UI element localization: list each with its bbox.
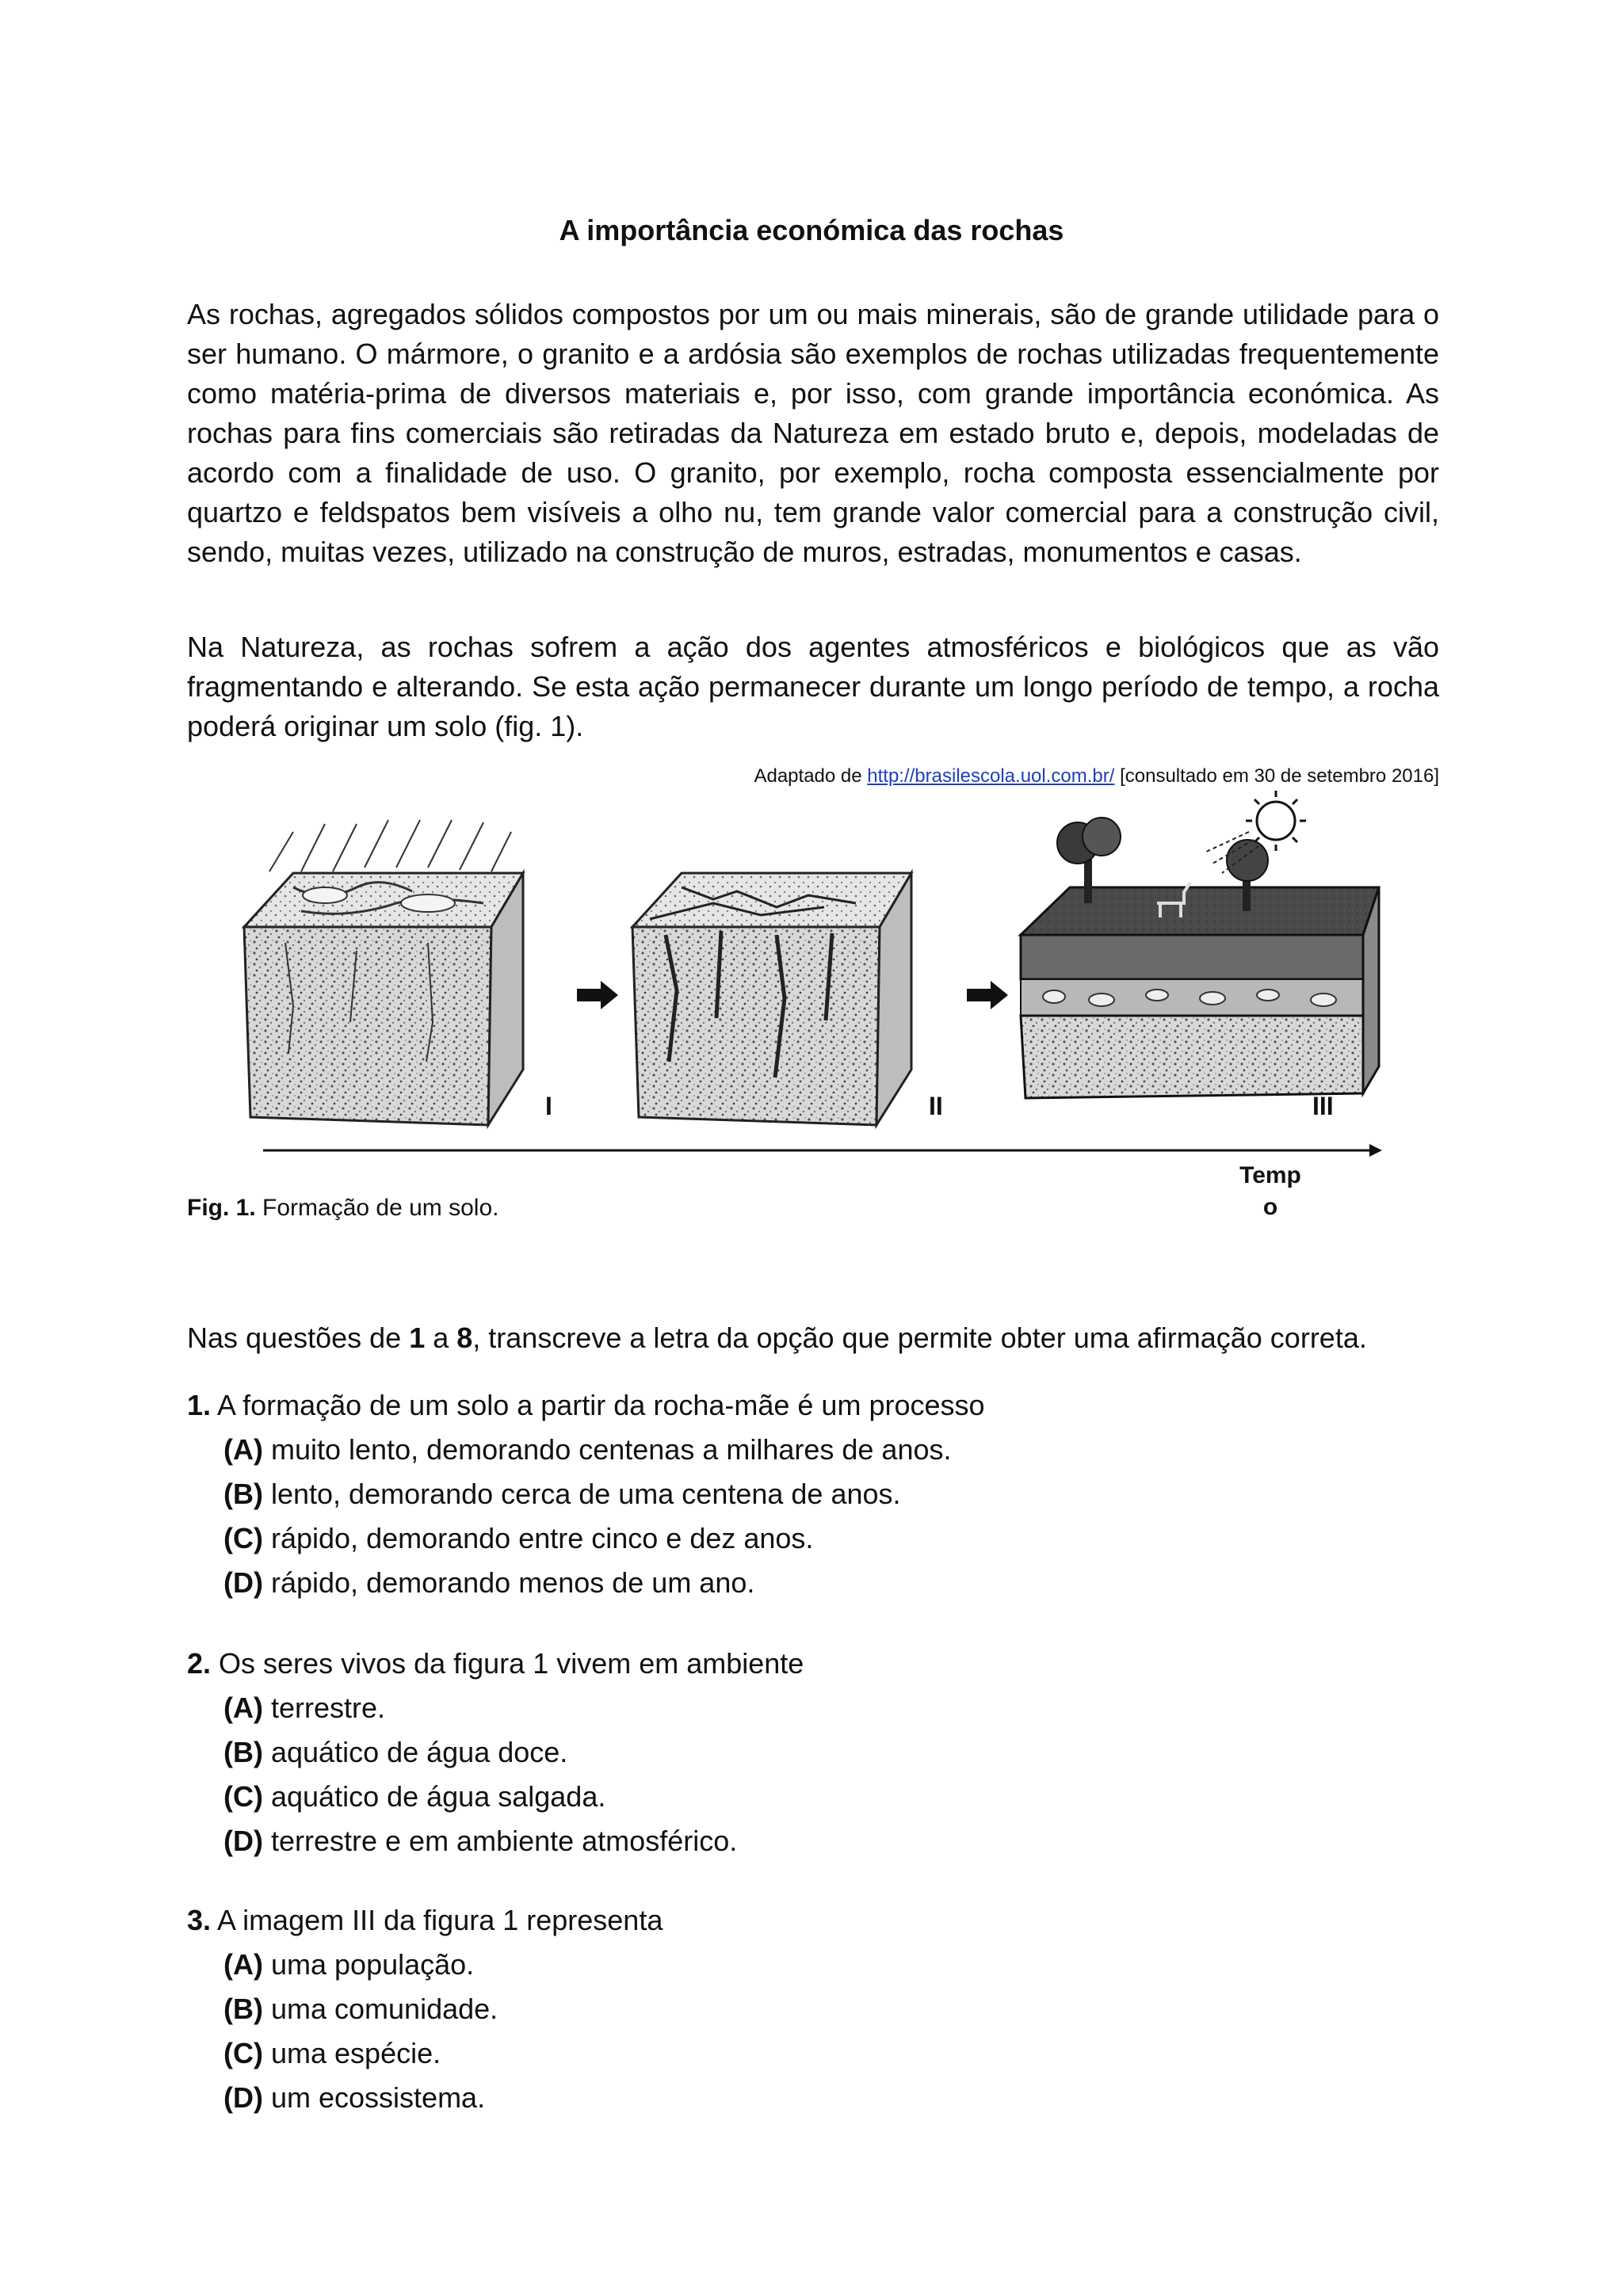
option-c (187, 1775, 804, 1819)
block-ii (632, 873, 911, 1125)
question-stem: Os seres vivos da figura 1 vivem em ambiente (211, 1647, 804, 1680)
time-axis-label: Tempo (1239, 1162, 1301, 1220)
option-letter: (D) (223, 1825, 263, 1857)
option-a (187, 1686, 804, 1730)
instructions-text: a (425, 1322, 457, 1354)
option-d (187, 1561, 985, 1605)
option-letter: (D) (223, 2081, 263, 2114)
arrow-icon (967, 981, 1008, 1009)
option-text: uma comunidade. (262, 1993, 498, 2025)
option-letter: (C) (223, 1780, 263, 1813)
block-i (244, 820, 523, 1125)
question-2 (187, 1642, 804, 1863)
option-text: aquático de água doce. (262, 1736, 568, 1768)
option-letter: (C) (223, 2037, 263, 2069)
option-letter: (B) (223, 1478, 263, 1510)
time-axis-arrowhead (1369, 1144, 1382, 1157)
option-text: um ecossistema. (262, 2081, 486, 2114)
figure-caption (187, 1195, 498, 1222)
question-3 (187, 1898, 663, 2120)
option-b (187, 1730, 804, 1775)
intro-paragraph-2: Na Natureza, as rochas sofrem a ação dos agentes atmosféricos e biológicos que as vão fragmentando e alterando. Se esta ação permanecer durante um longo período de tempo, a rocha poderá originar um solo (fig. 1). (187, 631, 1439, 742)
option-letter: (B) (223, 1993, 263, 2025)
instructions-text: , transcreve a letra da opção que permite obter uma afirmação correta. (472, 1322, 1367, 1354)
option-text: muito lento, demorando centenas a milhares de anos. (262, 1433, 952, 1466)
stage-label-ii: II (929, 1092, 943, 1120)
option-letter: (C) (223, 1522, 263, 1554)
page-title: A importância económica das rochas (559, 214, 1064, 246)
option-letter: (A) (223, 1948, 263, 1981)
source-link[interactable]: http://brasilescola.uol.com.br/ (867, 765, 1115, 787)
option-letter: (B) (223, 1736, 263, 1768)
option-c (187, 1516, 985, 1561)
question-stem: A imagem III da figura 1 representa (211, 1904, 663, 1936)
source-prefix: Adaptado de (754, 765, 868, 787)
instructions-text: Nas questões de (187, 1322, 410, 1354)
instructions-end-number: 8 (456, 1322, 473, 1354)
stage-label-iii: III (1312, 1092, 1334, 1120)
option-c (187, 2031, 663, 2076)
option-letter: (A) (223, 1433, 263, 1466)
question-number: 3. (187, 1904, 212, 1936)
option-letter: (A) (223, 1691, 263, 1724)
stage-label-i: I (545, 1092, 552, 1120)
figure-caption-number: Fig. 1. (187, 1195, 256, 1221)
option-a (187, 1428, 985, 1472)
option-b (187, 1472, 985, 1516)
option-b (187, 1987, 663, 2031)
option-text: uma espécie. (262, 2037, 441, 2069)
arrow-icon (577, 981, 618, 1009)
option-text: lento, demorando cerca de uma centena de anos. (262, 1478, 901, 1510)
instructions (187, 1322, 1367, 1355)
option-text: rápido, demorando menos de um ano. (262, 1566, 755, 1599)
option-text: terrestre e em ambiente atmosférico. (262, 1825, 738, 1857)
option-text: uma população. (262, 1948, 475, 1981)
option-text: terrestre. (262, 1691, 386, 1724)
option-a (187, 1943, 663, 1987)
question-1 (187, 1383, 985, 1605)
block-iii (1021, 791, 1379, 1098)
question-stem: A formação de um solo a partir da rocha-mãe é um processo (211, 1389, 985, 1421)
option-letter: (D) (223, 1566, 263, 1599)
option-d (187, 1819, 804, 1863)
figure-caption-text: Formação de um solo. (255, 1195, 499, 1221)
option-d (187, 2076, 663, 2120)
intro-paragraph-1: As rochas, agregados sólidos compostos por um ou mais minerais, são de grande utilidade para o ser humano. O mármore, o granito e a ardósia são exemplos de rochas utilizadas frequentemente como matéria-prima de diversos materiais e, por isso, com grande importância económica. As rochas para fins comerciais são retiradas da Natureza em estado bruto e, depois, modeladas de acordo com a finalidade de uso. O granito, por exemplo, rocha composta essencialmente por quartzo e feldspatos bem visíveis a olho nu, tem grande valor comercial para a construção civil, sendo, muitas vezes, utilizado na construção de muros, estradas, monumentos e casas. (187, 298, 1439, 568)
source-suffix: [consultado em 30 de setembro 2016] (1114, 765, 1439, 787)
option-text: aquático de água salgada. (262, 1780, 606, 1813)
question-number: 1. (187, 1389, 212, 1421)
question-number: 2. (187, 1647, 212, 1680)
option-text: rápido, demorando entre cinco e dez anos. (262, 1522, 814, 1554)
instructions-start-number: 1 (409, 1322, 426, 1354)
